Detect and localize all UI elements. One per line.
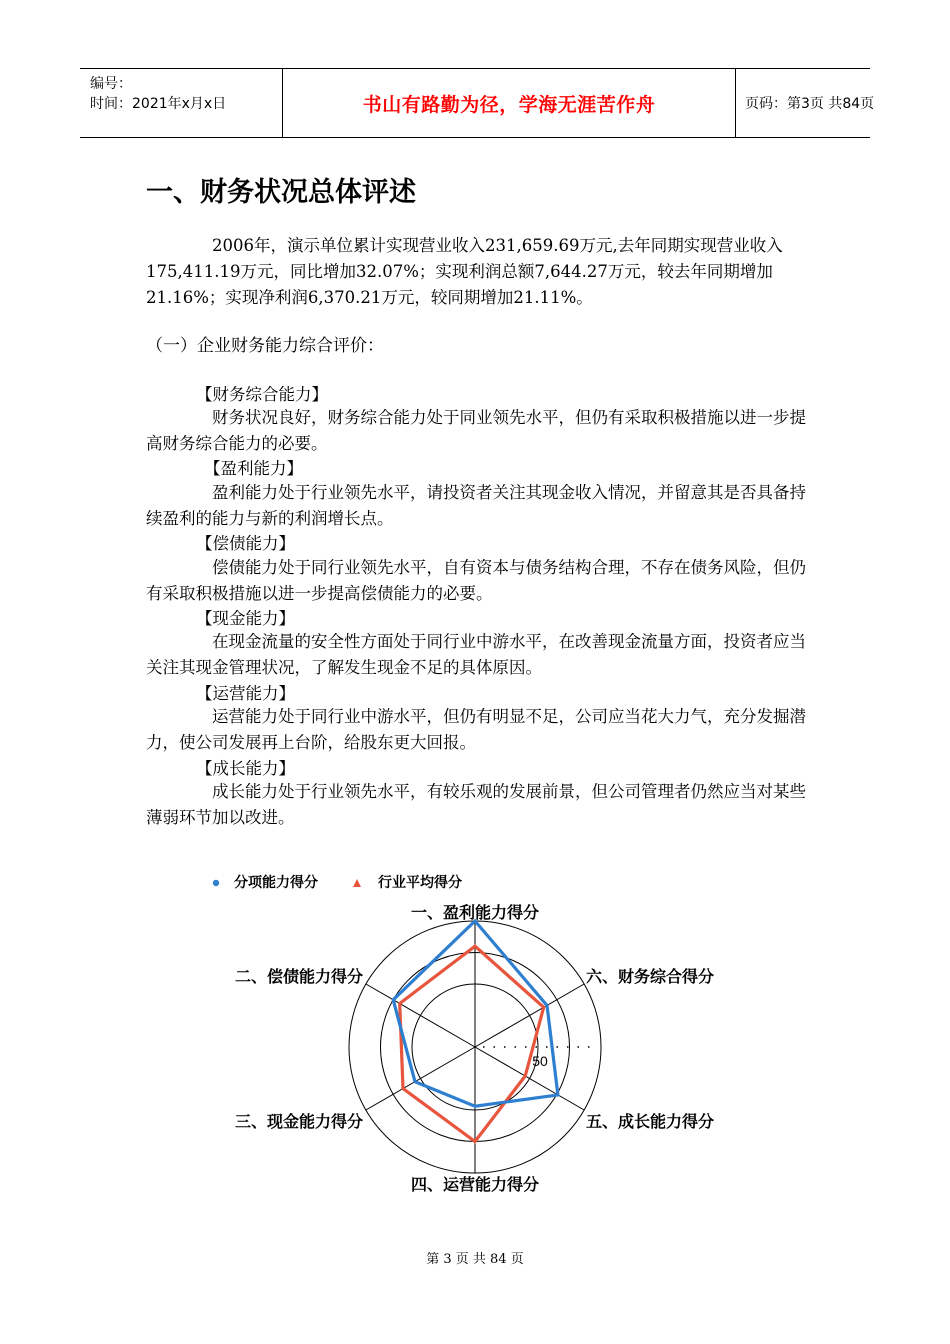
heading-growth: 【成长能力】 (196, 759, 295, 778)
heading-profit: 【盈利能力】 (204, 459, 303, 478)
axis-label: 三、现金能力得分 (234, 1112, 363, 1131)
axis-label: 六、财务综合得分 (586, 967, 715, 986)
legend-label: 行业平均得分 (378, 875, 462, 891)
motto: 书山有路勤为径，学海无涯苦作舟 (362, 93, 656, 116)
page-header (80, 68, 875, 138)
radar-spoke (366, 984, 475, 1047)
text-solvency: 偿债能力处于同行业领先水平，自有资本与债务结构合理，不存在债务风险，但仍有采取积极措施以进一步提高偿债能力的必要。 (146, 558, 806, 603)
tick-label: 50 (532, 1053, 548, 1069)
intro-paragraph: 2006年，演示单位累计实现营业收入231,659.69万元,去年同期实现营业收入175,411.19万元，同比增加32.07%；实现利润总额7,644.27万元，较去年同期增加21.16%；实现净利润6,370.21万元，较同期增加21.11%。 (146, 236, 783, 307)
text-growth: 成长能力处于行业领先水平，有较乐观的发展前景，但公司管理者仍然应当对某些薄弱环节加以改进。 (146, 782, 806, 827)
heading-solvency: 【偿债能力】 (196, 534, 295, 553)
axis-label: 四、运营能力得分 (410, 1175, 540, 1194)
text-financial: 财务状况良好，财务综合能力处于同业领先水平，但仍有采取积极措施以进一步提高财务综合能力的必要。 (146, 408, 806, 453)
heading-operation: 【运营能力】 (196, 684, 295, 703)
heading-cash: 【现金能力】 (196, 609, 295, 628)
heading-financial: 【财务综合能力】 (196, 385, 328, 404)
page-info: 页码：第3页 共84页 (745, 96, 875, 112)
legend-marker-circle (213, 880, 219, 886)
header-motto-cell (282, 69, 736, 137)
axis-label: 二、偿债能力得分 (234, 967, 363, 986)
number-label: 编号： (90, 76, 132, 92)
header-meta (80, 69, 282, 137)
text-cash: 在现金流量的安全性方面处于同行业中游水平，在改善现金流量方面，投资者应当关注其现金管理状况，了解发生现金不足的具体原因。 (146, 632, 806, 677)
axis-label: 一、盈利能力得分 (410, 903, 540, 922)
page-title: 一、财务状况总体评述 (146, 177, 416, 208)
text-operation: 运营能力处于同行业中游水平，但仍有明显不足，公司应当花大力气，充分发掘潜力，使公司发展再上台阶，给股东更大回报。 (146, 707, 806, 752)
header-page-cell (735, 69, 880, 137)
section-heading: （一）企业财务能力综合评价： (146, 336, 384, 356)
legend-marker-triangle (353, 879, 361, 887)
text-profit: 盈利能力处于行业领先水平，请投资者关注其现金收入情况，并留意其是否具备持续盈利的能力与新的利润增长点。 (146, 483, 806, 528)
axis-label: 五、成长能力得分 (586, 1112, 715, 1131)
time-label: 时间：2021年x月x日 (90, 96, 227, 112)
legend-label: 分项能力得分 (234, 875, 318, 891)
radar-chart (200, 870, 780, 1200)
page-footer: 第 3 页 共 84 页 (426, 1252, 524, 1267)
